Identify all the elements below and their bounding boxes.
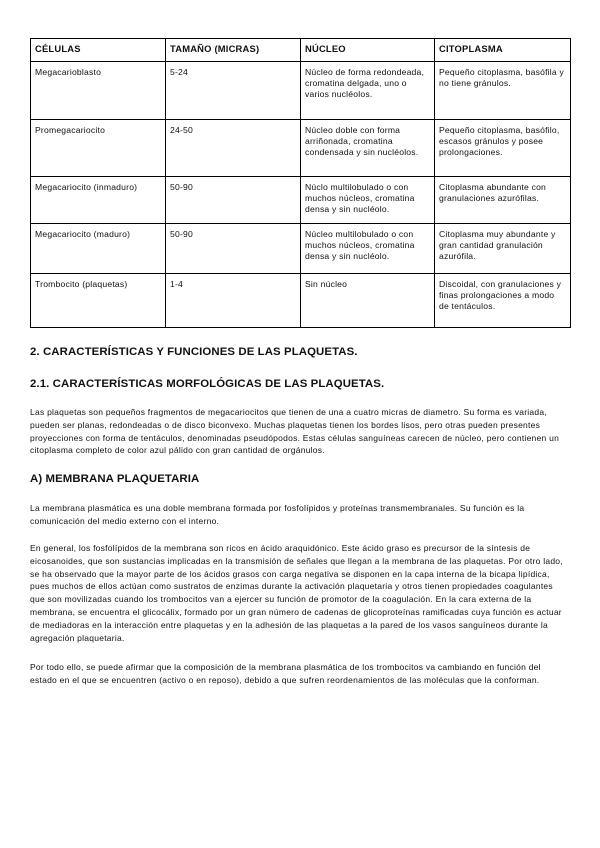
document-page (30, 38, 570, 685)
cell-citoplasma: Discoidal, con granulaciones y finas prolongaciones a modo de tentáculos. (435, 274, 571, 328)
table-row (31, 224, 571, 274)
header-nucleo: NÚCLEO (301, 39, 435, 62)
cell-celula: Megacariocito (inmaduro) (31, 177, 166, 224)
cell-citoplasma: Citoplasma abundante con granulaciones azurófilas. (435, 177, 571, 224)
cell-tamano: 50-90 (166, 224, 301, 274)
cell-celula: Megacarioblasto (31, 62, 166, 120)
cell-citoplasma: Pequeño citoplasma, basófilo, escasos gránulos y posee prolongaciones. (435, 120, 571, 177)
cell-nucleo: Núclo multilobulado o con muchos núcleos, cromatina densa y sin nucléolo. (301, 177, 435, 224)
cell-nucleo: Núcleo doble con forma arriñonada, cromatina condensada y sin nucléolos. (301, 120, 435, 177)
table-row (31, 62, 571, 120)
cell-nucleo: Sin núcleo (301, 274, 435, 328)
header-tamano: TAMAÑO (MICRAS) (166, 39, 301, 62)
paragraph-conclusion: Por todo ello, se puede afirmar que la composición de la membrana plasmática de los trombocitos va cambiando en función del estado en el que se encuentren (activo o en reposo), debido a que sufren reordenamientos de las moléculas que la conforman. (30, 662, 541, 685)
table-row (31, 274, 571, 328)
paragraph-morfologia: Las plaquetas son pequeños fragmentos de megacariocitos que tienen de una a cuatro micras de diametro. Su forma es variada, pueden ser planas, redondeadas o de disco biconvexo. Muchas plaquetas tienen los bordes lisos, pero otras pueden presentes proyecciones con forma de tentáculos, denominadas pseudópodos. Estas células sanguíneas carecen de núcleo, pero contienen un citoplasma completo de color azul pálido con gran cantidad de orgánulos. (30, 407, 560, 456)
table-header-row (31, 39, 571, 62)
section-heading-membrana: A) MEMBRANA PLAQUETARIA (30, 473, 200, 485)
header-citoplasma: CITOPLASMA (435, 39, 571, 62)
cell-tamano: 24-50 (166, 120, 301, 177)
section-heading-2: 2. CARACTERÍSTICAS Y FUNCIONES DE LAS PLAQUETAS. (30, 346, 358, 358)
table-row (31, 177, 571, 224)
table-row (31, 120, 571, 177)
cell-citoplasma: Pequeño citoplasma, basófila y no tiene gránulos. (435, 62, 571, 120)
cell-nucleo: Núcleo multilobulado o con muchos núcleos, cromatina densa y sin nucléolo. (301, 224, 435, 274)
cell-celula: Megacariocito (maduro) (31, 224, 166, 274)
cell-tamano: 1-4 (166, 274, 301, 328)
header-celulas: CÉLULAS (31, 39, 166, 62)
section-heading-2-1: 2.1. CARACTERÍSTICAS MORFOLÓGICAS DE LAS PLAQUETAS. (30, 378, 385, 390)
cell-celula: Promegacariocito (31, 120, 166, 177)
cell-tamano: 50-90 (166, 177, 301, 224)
cell-celula: Trombocito (plaquetas) (31, 274, 166, 328)
cell-tamano: 5-24 (166, 62, 301, 120)
cell-nucleo: Núcleo de forma redondeada, cromatina delgada, uno o varios nucléolos. (301, 62, 435, 120)
cell-table (30, 38, 571, 328)
cell-citoplasma: Citoplasma muy abundante y gran cantidad granulación azurófila. (435, 224, 571, 274)
paragraph-fosfolipidos: En general, los fosfolípidos de la membrana son ricos en ácido araquidónico. Este ácido graso es precursor de la síntesis de eicosanoides, que son sustancias implicadas en la transmisión de señales que llegan a la membrana de las plaquetas. Por otro lado, se ha observado que la mayor parte de los ácidos grasos con carga negativa se disponen en la capa interna de la bicapa lipídica, pues muchos de ellos actúan como sustratos de enzimas durante la activación plaquetaria y otros tienen propiedades coagulantes que son movilizadas cuando los trombocitos van a ejercer su función de promotor de la coagulación. En la cara externa de la membrana, se encuentra el glicocálix, formado por un gran número de cadenas de glicoproteínas ramificadas cuya función es actuar de mediadoras en la interacción entre plaquetas y en la adhesión de las plaquetas a la pared de los vasos sanguíneos durante la agregación plaquetaria. (30, 543, 563, 643)
paragraph-membrana-intro: La membrana plasmática es una doble membrana formada por fosfolípidos y proteínas transmembranales. Su función es la comunicación del medio externo con el interno. (30, 503, 525, 526)
